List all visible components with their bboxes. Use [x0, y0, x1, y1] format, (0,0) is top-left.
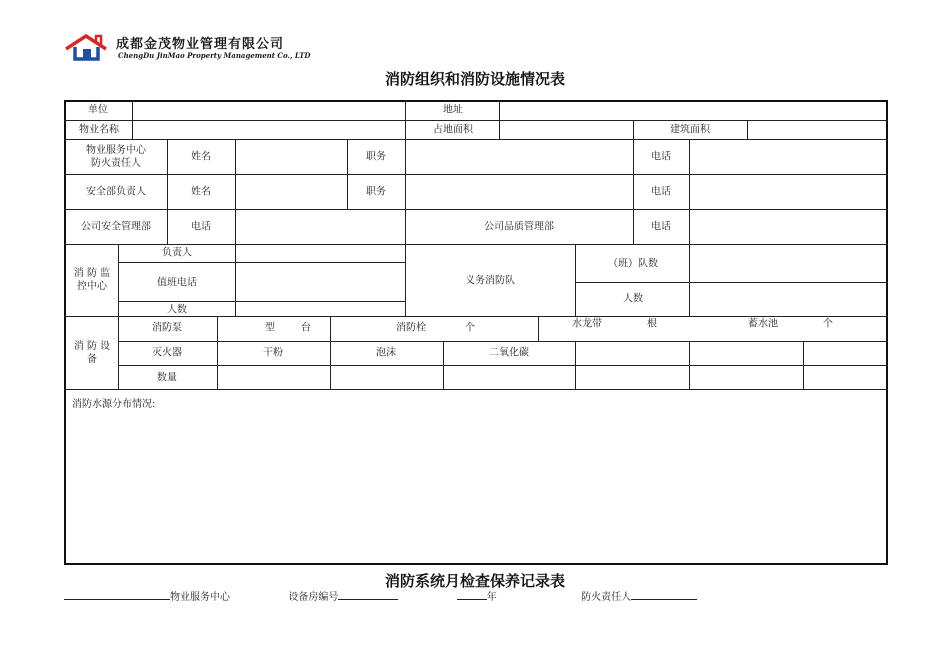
- duty-phone-label: 值班电话: [157, 277, 197, 289]
- unit-ge-label: 个: [465, 322, 475, 334]
- safety-head-label: 安全部负责人: [86, 186, 146, 198]
- model-label: 型: [265, 322, 275, 334]
- reservoir-label: 蓄水池: [748, 318, 778, 330]
- room-no-label: 设备房编号: [288, 592, 339, 603]
- name-label: 姓名: [191, 151, 211, 163]
- dry-powder-label: 干粉: [263, 347, 283, 359]
- company-safety-label: 公司安全管理部: [81, 221, 151, 233]
- responsible-label: 防火责任人: [581, 592, 632, 603]
- extinguisher-label: 灭火器: [152, 347, 182, 359]
- hose-label: 水龙带: [572, 318, 602, 330]
- headcount-label: 人数: [167, 304, 187, 316]
- name-label: 姓名: [191, 186, 211, 198]
- footer-row: [64, 588, 697, 603]
- form-title: 消防组织和消防设施情况表: [384, 70, 565, 88]
- team-headcount-label: 人数: [623, 293, 643, 305]
- land-area-label: 占地面积: [433, 124, 473, 136]
- unit-ge-label: 个: [823, 318, 833, 330]
- hydrant-label: 消防栓: [396, 322, 426, 334]
- equipment-label: 消 防 设 备: [73, 341, 111, 365]
- building-area-label: 建筑面积: [670, 124, 710, 136]
- co2-label: 二氧化碳: [489, 347, 529, 359]
- address-label: 地址: [443, 104, 463, 116]
- position-label: 职务: [366, 186, 386, 198]
- phone-label: 电话: [191, 221, 211, 233]
- maintenance-title: 消防系统月检查保养记录表: [384, 572, 565, 590]
- water-source-label: 消防水源分布情况:: [72, 399, 156, 410]
- unit-gen-label: 根: [647, 318, 657, 330]
- phone-label: 电话: [651, 221, 671, 233]
- person-in-charge-label: 负责人: [162, 247, 192, 259]
- quality-dept-label: 公司品质管理部: [484, 221, 554, 233]
- service-center-blank[interactable]: [64, 588, 170, 600]
- phone-label: 电话: [651, 186, 671, 198]
- year-label: 年: [486, 592, 497, 603]
- room-no-blank[interactable]: [338, 588, 398, 600]
- fire-officer-label: 物业服务中心 防火责任人: [86, 145, 146, 169]
- position-label: 职务: [366, 151, 386, 163]
- company-logo-icon: [64, 33, 110, 63]
- monitor-center-label: 消 防 监 控中心: [73, 268, 111, 292]
- company-name-cn: 成都金茂物业管理有限公司: [116, 37, 285, 52]
- company-name-en: ChengDu JinMao Property Management Co., LTD: [118, 51, 311, 60]
- service-center-label: 物业服务中心: [170, 592, 230, 603]
- table-grid: [64, 100, 888, 565]
- year-blank[interactable]: [457, 588, 487, 600]
- quantity-label: 数量: [157, 372, 177, 384]
- unit-tai-label: 台: [301, 322, 311, 334]
- responsible-blank[interactable]: [631, 588, 697, 600]
- team-count-label: （班）队数: [608, 258, 658, 270]
- phone-label: 电话: [651, 151, 671, 163]
- volunteer-team-label: 义务消防队: [465, 275, 515, 287]
- unit-label: 单位: [88, 104, 108, 116]
- foam-label: 泡沫: [376, 347, 396, 359]
- property-name-label: 物业名称: [79, 124, 119, 136]
- pump-label: 消防泵: [152, 322, 182, 334]
